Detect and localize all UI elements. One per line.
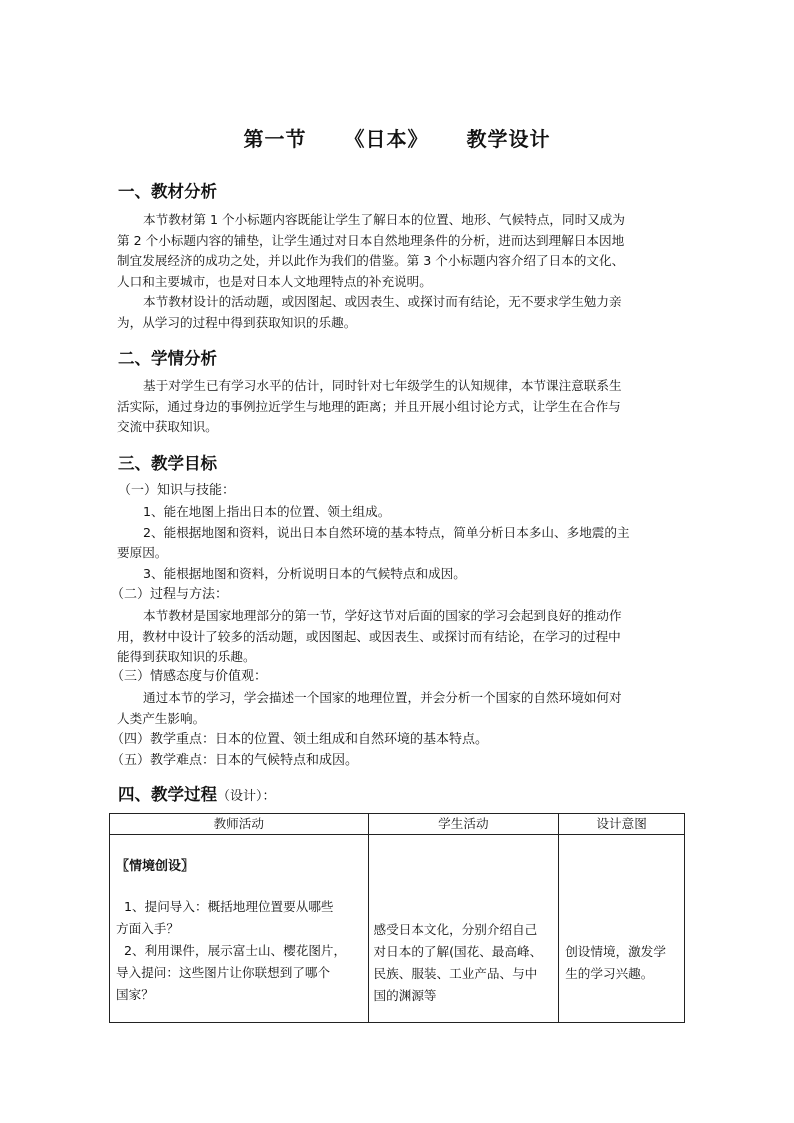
section-heading-textbook-analysis: 一、教材分析 [118,182,217,201]
cell-line: 导入提问：这些图片让你联想到了哪个 [116,965,331,980]
paragraph-line: 基于对学生已有学习水平的估计，同时针对七年级学生的认知规律，本节课注意联系生 [143,378,622,393]
title-part-japan: 《日本》 [344,127,429,151]
cell-line: 国家？ [116,987,154,1002]
student-activity-cell [368,835,559,1023]
cell-line: 1、提问导入：概括地理位置要从哪些 [124,899,334,914]
teaching-process-table [109,813,685,1023]
table-row [110,835,685,1023]
teaching-process-note: （设计）： [217,789,276,804]
header-teacher-activity: 教师活动 [110,814,369,835]
title-part-design: 教学设计 [466,127,551,151]
paragraph-line: 2、能根据地图和资料，说出日本自然环境的基本特点，简单分析日本多山、多地震的主 [143,524,630,540]
teaching-key-points: （四）教学重点：日本的位置、领土组成和自然环境的基本特点。 [111,732,489,747]
paragraph-line: 本节教材设计的活动题，或因图起、或因表生、或探讨而有结论，无不要求学生勉力亲 [143,294,622,310]
knowledge-skills-body [117,502,679,584]
header-design-intent: 设计意图 [559,814,685,835]
paragraph-line: 第 2 个小标题内容的铺垫，让学生通过对日本自然地理条件的分析，进而达到理解日本因地 [117,232,625,248]
subheading-attitudes-values: （三）情感态度与价值观： [111,669,268,684]
table-header-row [110,814,685,835]
section-heading-learner-analysis: 二、学情分析 [118,349,217,368]
design-intent-cell [559,835,685,1023]
paragraph-line: 人口和主要城市，也是对日本人文地理特点的补充说明。 [117,273,432,289]
process-methods-body [117,606,679,668]
paragraph-line: 要原因。 [117,545,168,561]
paragraph-line: 为，从学习的过程中得到获取知识的乐趣。 [117,314,357,330]
cell-line: 生的学习兴趣。 [565,966,654,981]
attitudes-values-body [117,688,679,729]
paragraph-line: 本节教材第 1 个小标题内容既能让学生了解日本的位置、地形、气候特点，同时又成为 [143,212,625,227]
cell-line: 创设情境，激发学 [565,944,666,959]
student-activity-text [369,835,559,1007]
section-learner-analysis-body [117,376,679,438]
teacher-activity-cell [110,835,369,1023]
teaching-process-title: 四、教学过程 [118,785,217,804]
section-heading-teaching-goals: 三、教学目标 [118,454,217,473]
paragraph-line: 能得到获取知识的乐趣。 [117,649,256,665]
subheading-process-methods: （二）过程与方法： [111,587,229,602]
cell-line: 感受日本文化，分别介绍自己 [373,922,538,937]
cell-line: 民族、服装、工业产品、与中 [373,966,538,981]
section-heading-teaching-process [118,781,276,805]
paragraph-line: 人类产生影响。 [117,710,206,726]
situation-creation-label: 〖情境创设〗 [116,859,195,874]
document-title [0,123,794,152]
paragraph-line: 3、能根据地图和资料，分析说明日本的气候特点和成因。 [143,565,466,581]
paragraph-line: 交流中获取知识。 [117,419,218,435]
paragraph-line: 用，教材中设计了较多的活动题，或因图起、或因表生、或探讨而有结论，在学习的过程中 [117,628,621,644]
section-textbook-analysis-body [117,210,679,334]
cell-line: 2、利用课件，展示富士山、樱花图片， [124,943,347,958]
paragraph-line: 本节教材是国家地理部分的第一节，学好这节对后面的国家的学习会起到良好的推动作 [143,608,622,623]
paragraph-line: 通过本节的学习，学会描述一个国家的地理位置，并会分析一个国家的自然环境如何对 [143,690,622,705]
subheading-knowledge-skills: （一）知识与技能： [118,483,236,498]
paragraph-line: 制宜发展经济的成功之处，并以此作为我们的借鉴。第 3 个小标题内容介绍了日本的文化、 [117,253,625,269]
title-part-section: 第一节 [243,127,307,151]
paragraph-line: 1、能在地图上指出日本的位置、领土组成。 [143,504,391,519]
design-intent-text [559,835,684,985]
teacher-activity-text [110,874,368,1006]
cell-line: 方面入手？ [116,921,179,936]
header-student-activity: 学生活动 [368,814,559,835]
cell-line: 国的渊源等 [373,988,437,1003]
teaching-difficulties: （五）教学难点：日本的气候特点和成因。 [111,753,359,768]
paragraph-line: 活实际，通过身边的事例拉近学生与地理的距离；并且开展小组讨论方式，让学生在合作与 [117,398,621,414]
cell-line: 对日本的了解(国花、最高峰、 [373,944,543,959]
